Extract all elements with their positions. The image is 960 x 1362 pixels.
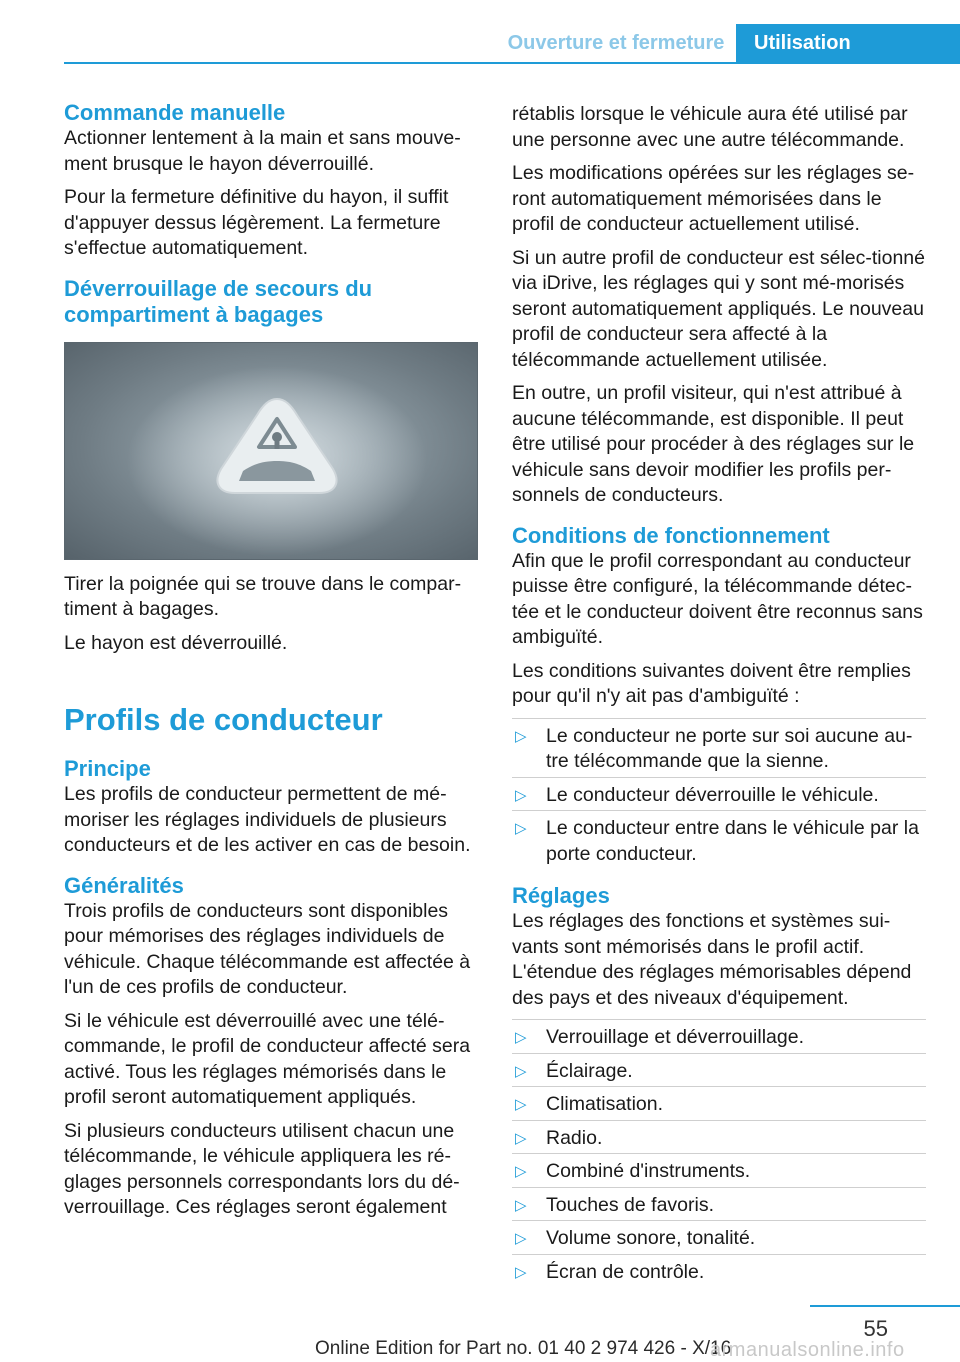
paragraph: Les conditions suivantes doivent être remplies pour qu'il n'y ait pas d'ambiguïté : [512, 659, 911, 707]
heading-conditions: Conditions de fonctionnement [512, 522, 830, 548]
paragraph: Pour la fermeture définitive du hayon, il suffit d'appuyer dessus légèrement. La fermeture s'effectue automatiquement. [64, 186, 449, 259]
list-item: ▷ Verrouillage et déverrouillage. [512, 1019, 926, 1053]
conditions-list [512, 718, 926, 870]
trunk-release-handle-image [64, 342, 478, 560]
paragraph: Si le véhicule est déverrouillé avec une télé-commande, le profil de conducteur affecté sera activé. Tous les réglages mémorisés dans le profil seront automatiquement appliqués. [64, 1009, 471, 1108]
header-rule [64, 62, 960, 64]
triangle-bullet-icon: ▷ [515, 1163, 527, 1180]
paragraph: Les modifications opérées sur les réglages se-ront automatiquement mémorisées dans le profil de conducteur actuellement utilisé. [512, 162, 915, 235]
list-item: ▷ Volume sonore, tonalité. [512, 1220, 926, 1254]
paragraph: Actionner lentement à la main et sans mouve-ment brusque le hayon déverrouillé. [64, 127, 461, 175]
paragraph: Tirer la poignée qui se trouve dans le compar-timent à bagages. [64, 572, 462, 620]
list-item: ▷ Le conducteur déverrouille le véhicule. [512, 777, 926, 811]
paragraph: Les réglages des fonctions et systèmes sui-vants sont mémorisés dans le profil actif. L'étendue des réglages mémorisables dépend des pays et des niveaux d'équipement. [512, 910, 912, 1009]
list-item: ▷ Le conducteur entre dans le véhicule par la porte conducteur. [512, 810, 926, 869]
triangle-bullet-icon: ▷ [515, 1096, 527, 1113]
right-column [512, 102, 926, 1295]
heading-emergency-release: Déverrouillage de secours du compartiment à bagages [64, 275, 373, 327]
heading-manual-operation: Commande manuelle [64, 100, 286, 125]
header-section-tab[interactable]: Ouverture et fermeture [507, 32, 725, 54]
header-chapter-tab[interactable]: Utilisation [736, 24, 960, 62]
triangle-bullet-icon: ▷ [515, 1263, 527, 1281]
settings-list [512, 1019, 926, 1287]
heading-settings: Réglages [512, 883, 610, 908]
page-number: 55 [863, 1316, 888, 1341]
paragraph: Trois profils de conducteurs sont disponibles pour mémorises des réglages individuels de véhicule. Chaque télécommande est affectée à l'un de ces profils de conducteur. [64, 899, 471, 998]
triangle-bullet-icon: ▷ [515, 1129, 527, 1147]
triangle-bullet-icon: ▷ [515, 1062, 527, 1080]
paragraph: Les profils de conducteur permettent de mé-moriser les réglages individuels de plusieurs conducteurs et de les activer en cas de besoin. [64, 783, 471, 856]
paragraph: rétablis lorsque le véhicule aura été utilisé par une personne avec une autre télécommande. [512, 103, 908, 151]
heading-principle: Principe [64, 756, 151, 781]
left-column [64, 100, 478, 1221]
triangle-bullet-icon: ▷ [515, 1230, 527, 1247]
heading-general: Généralités [64, 872, 184, 898]
paragraph: En outre, un profil visiteur, qui n'est attribué à aucune télécommande, est disponible. Il peut être utilisé pour procéder à des réglages sur le véhicule sans devoir modifier les profils per-sonnels de conducteurs. [512, 382, 915, 506]
list-item: ▷ Écran de contrôle. [512, 1254, 926, 1288]
triangle-bullet-icon: ▷ [515, 1196, 527, 1214]
footer-rule [810, 1305, 960, 1307]
paragraph: Le hayon est déverrouillé. [64, 631, 288, 654]
paragraph: Afin que le profil correspondant au conducteur puisse être configuré, la télécommande détec-tée et le conducteur doivent être reconnus sans ambiguïté. [512, 549, 923, 648]
list-item: ▷ Combiné d'instruments. [512, 1153, 926, 1187]
list-item: ▷ Climatisation. [512, 1086, 926, 1120]
triangle-bullet-icon: ▷ [515, 1029, 527, 1046]
heading-driver-profiles: Profils de conducteur [64, 702, 383, 737]
triangle-bullet-icon: ▷ [515, 727, 527, 745]
list-item: ▷ Radio. [512, 1120, 926, 1154]
watermark: armanualsonline.info [710, 1339, 905, 1361]
edition-note: Online Edition for Part no. 01 40 2 974 426 - X/16 [315, 1338, 732, 1359]
paragraph: Si un autre profil de conducteur est sélec-tionné via iDrive, les réglages qui y sont mé-morisés seront automatiquement appliqués. Le nouveau profil de conducteur sera affecté à la télécommande actuellement utilisée. [512, 246, 925, 371]
list-item: ▷ Éclairage. [512, 1053, 926, 1087]
list-item: ▷ Le conducteur ne porte sur soi aucune au-tre télécommande que la sienne. [512, 718, 926, 777]
list-item: ▷ Touches de favoris. [512, 1187, 926, 1221]
triangle-bullet-icon: ▷ [515, 820, 527, 837]
paragraph: Si plusieurs conducteurs utilisent chacun une télécommande, le véhicule appliquera les ré-glages personnels correspondants lors du dé-verrouillage. Ces réglages seront également [64, 1119, 460, 1218]
triangle-bullet-icon: ▷ [515, 786, 527, 804]
